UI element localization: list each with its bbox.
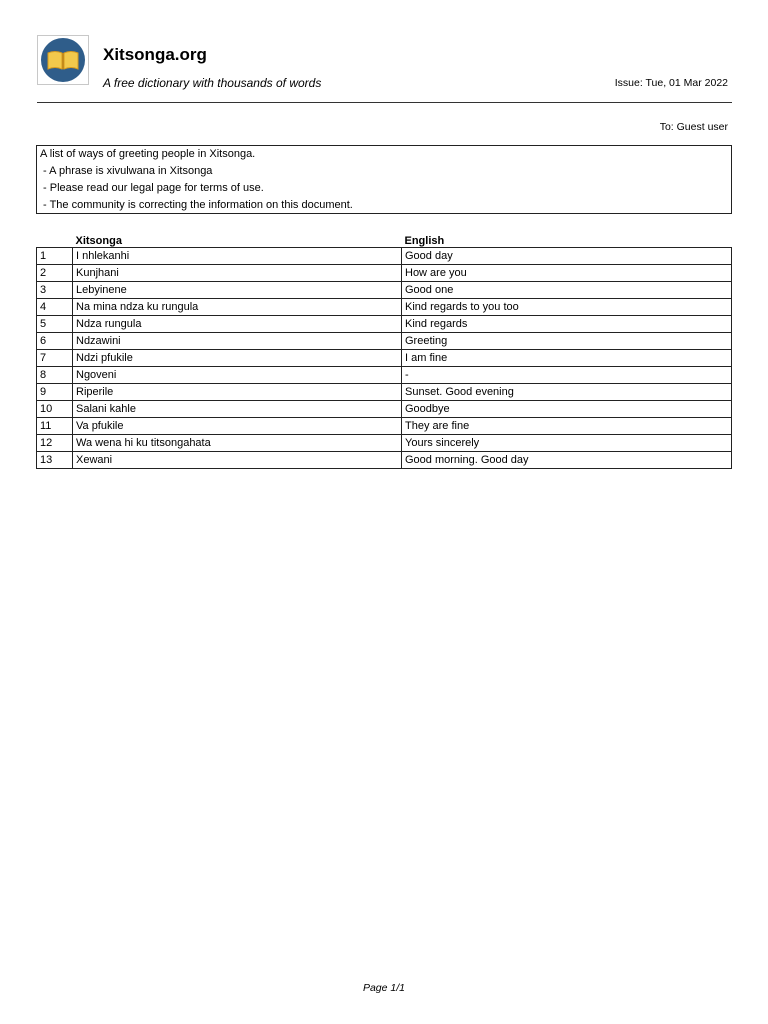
row-number: 7 bbox=[37, 350, 73, 367]
xitsonga-phrase: Ngoveni bbox=[73, 367, 402, 384]
table-header-row bbox=[37, 230, 732, 248]
english-translation: Good one bbox=[402, 282, 732, 299]
row-number: 2 bbox=[37, 265, 73, 282]
notes-line: - A phrase is xivulwana in Xitsonga bbox=[40, 165, 213, 177]
table-body bbox=[37, 248, 732, 469]
english-translation: Yours sincerely bbox=[402, 435, 732, 452]
xitsonga-phrase: Ndza rungula bbox=[73, 316, 402, 333]
notes-line: - The community is correcting the information on this document. bbox=[40, 199, 353, 211]
recipient-label: To: Guest user bbox=[659, 121, 728, 133]
english-translation: How are you bbox=[402, 265, 732, 282]
xitsonga-phrase: Wa wena hi ku titsongahata bbox=[73, 435, 402, 452]
row-number: 10 bbox=[37, 401, 73, 418]
column-header-english: English bbox=[404, 235, 445, 247]
xitsonga-phrase: Na mina ndza ku rungula bbox=[73, 299, 402, 316]
row-number: 12 bbox=[37, 435, 73, 452]
open-book-icon bbox=[38, 36, 88, 84]
xitsonga-phrase: I nhlekanhi bbox=[73, 248, 402, 265]
column-header-xitsonga: Xitsonga bbox=[75, 235, 122, 247]
site-logo bbox=[37, 35, 89, 85]
xitsonga-phrase: Ndzi pfukile bbox=[73, 350, 402, 367]
row-number: 11 bbox=[37, 418, 73, 435]
xitsonga-phrase: Salani kahle bbox=[73, 401, 402, 418]
english-translation: Good morning. Good day bbox=[402, 452, 732, 469]
xitsonga-phrase: Va pfukile bbox=[73, 418, 402, 435]
site-title: Xitsonga.org bbox=[103, 45, 207, 64]
english-translation: They are fine bbox=[402, 418, 732, 435]
table-row bbox=[37, 282, 732, 299]
row-number: 8 bbox=[37, 367, 73, 384]
english-translation: - bbox=[402, 367, 732, 384]
notes-line: - Please read our legal page for terms of use. bbox=[40, 182, 264, 194]
issue-date: Issue: Tue, 01 Mar 2022 bbox=[614, 77, 728, 89]
table-row bbox=[37, 384, 732, 401]
column-header-number bbox=[37, 230, 73, 248]
row-number: 6 bbox=[37, 333, 73, 350]
english-translation: Good day bbox=[402, 248, 732, 265]
english-translation: I am fine bbox=[402, 350, 732, 367]
xitsonga-phrase: Xewani bbox=[73, 452, 402, 469]
table-row bbox=[37, 452, 732, 469]
xitsonga-phrase: Lebyinene bbox=[73, 282, 402, 299]
page-number: Page 1/1 bbox=[362, 982, 406, 994]
english-translation: Greeting bbox=[402, 333, 732, 350]
table-row bbox=[37, 401, 732, 418]
row-number: 1 bbox=[37, 248, 73, 265]
site-tagline: A free dictionary with thousands of words bbox=[103, 76, 322, 90]
row-number: 5 bbox=[37, 316, 73, 333]
row-number: 4 bbox=[37, 299, 73, 316]
table-row bbox=[37, 265, 732, 282]
header-divider bbox=[37, 102, 732, 103]
row-number: 3 bbox=[37, 282, 73, 299]
table-row bbox=[37, 316, 732, 333]
table-row bbox=[37, 299, 732, 316]
notes-line: A list of ways of greeting people in Xitsonga. bbox=[40, 148, 256, 160]
table-row bbox=[37, 435, 732, 452]
english-translation: Goodbye bbox=[402, 401, 732, 418]
english-translation: Kind regards to you too bbox=[402, 299, 732, 316]
notes-box bbox=[36, 145, 732, 214]
table-row bbox=[37, 367, 732, 384]
table-row bbox=[37, 350, 732, 367]
row-number: 9 bbox=[37, 384, 73, 401]
english-translation: Kind regards bbox=[402, 316, 732, 333]
table-row bbox=[37, 418, 732, 435]
row-number: 13 bbox=[37, 452, 73, 469]
greetings-table bbox=[36, 230, 732, 469]
table-row bbox=[37, 248, 732, 265]
table-row bbox=[37, 333, 732, 350]
xitsonga-phrase: Ndzawini bbox=[73, 333, 402, 350]
english-translation: Sunset. Good evening bbox=[402, 384, 732, 401]
xitsonga-phrase: Kunjhani bbox=[73, 265, 402, 282]
xitsonga-phrase: Riperile bbox=[73, 384, 402, 401]
